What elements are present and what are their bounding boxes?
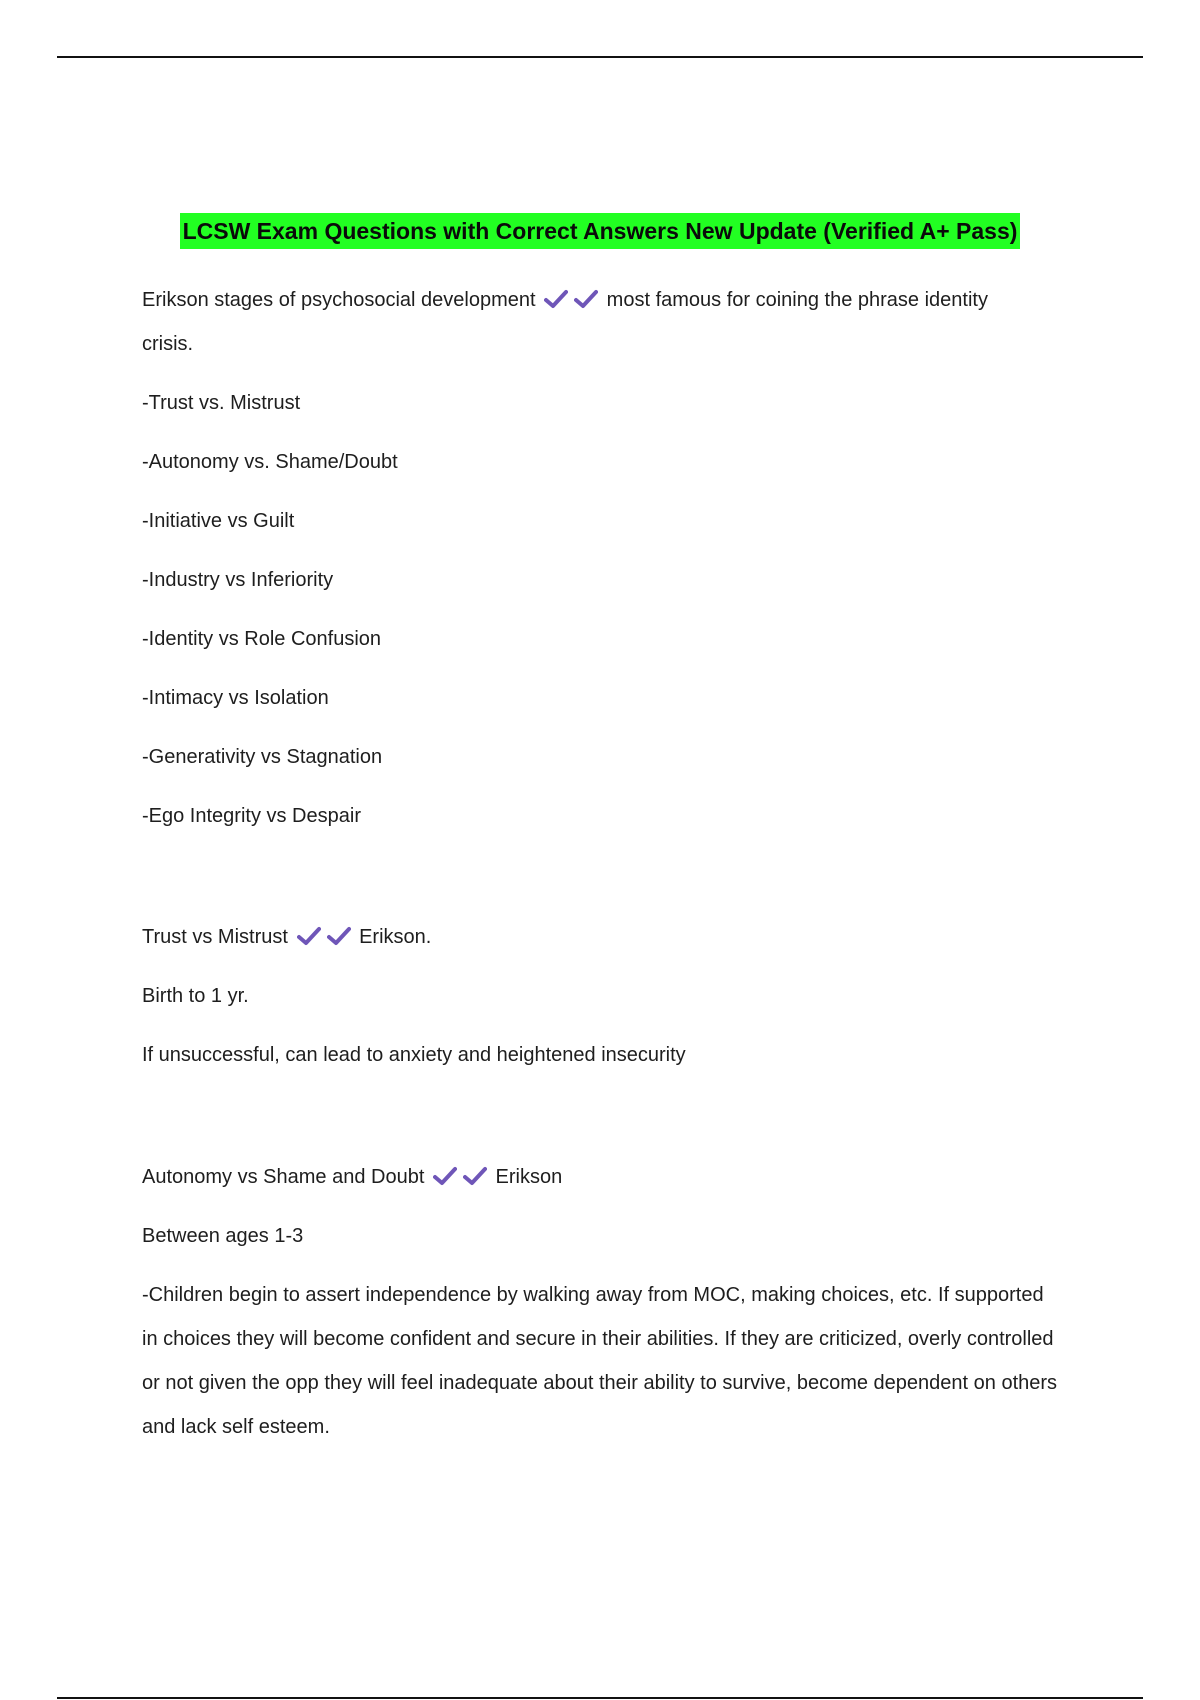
- checkmark-icon: [297, 926, 321, 946]
- answer-continuation: crisis.: [142, 333, 194, 355]
- question-term: Autonomy vs Shame and Doubt: [142, 1166, 425, 1188]
- list-item: -Ego Integrity vs Despair: [142, 805, 361, 827]
- question-line: [142, 1155, 1062, 1199]
- question-line: [142, 278, 1062, 322]
- answer-text: most famous for coining the phrase identity: [606, 289, 988, 311]
- entry-autonomy-vs-shame: [142, 1155, 1062, 1449]
- list-item: -Industry vs Inferiority: [142, 569, 334, 591]
- detail-line: Between ages 1-3: [142, 1225, 304, 1247]
- list-item: -Identity vs Role Confusion: [142, 628, 382, 650]
- list-item: -Generativity vs Stagnation: [142, 746, 383, 768]
- answer-text: Erikson.: [359, 926, 432, 948]
- bottom-rule: [57, 1697, 1143, 1699]
- list-item: -Intimacy vs Isolation: [142, 687, 329, 709]
- checkmark-icon: [327, 926, 351, 946]
- list-item: -Trust vs. Mistrust: [142, 392, 301, 414]
- top-rule: [57, 56, 1143, 58]
- detail-line: Birth to 1 yr.: [142, 985, 249, 1007]
- document-title: LCSW Exam Questions with Correct Answers New Update (Verified A+ Pass): [180, 213, 1021, 249]
- question-term: Trust vs Mistrust: [142, 926, 288, 948]
- entry-trust-vs-mistrust: [142, 915, 1062, 1077]
- entry-erikson-stages: [142, 278, 1062, 838]
- question-line: [142, 915, 1062, 959]
- detail-paragraph: -Children begin to assert independence by walking away from MOC, making choices, etc. If supported in choices they will become confident and secure in their abilities. If they are criticized, overly controlled or not given the opp they will feel inadequate about their ability to survive, become dependent on others and lack self esteem.: [142, 1284, 1058, 1438]
- answer-text: Erikson: [495, 1166, 563, 1188]
- question-term: Erikson stages of psychosocial development: [142, 289, 536, 311]
- list-item: -Initiative vs Guilt: [142, 510, 295, 532]
- checkmark-icon: [574, 289, 598, 309]
- checkmark-icon: [463, 1166, 487, 1186]
- checkmark-icon: [544, 289, 568, 309]
- detail-line: If unsuccessful, can lead to anxiety and heightened insecurity: [142, 1044, 686, 1066]
- checkmark-icon: [433, 1166, 457, 1186]
- list-item: -Autonomy vs. Shame/Doubt: [142, 451, 398, 473]
- title-block: [0, 213, 1200, 249]
